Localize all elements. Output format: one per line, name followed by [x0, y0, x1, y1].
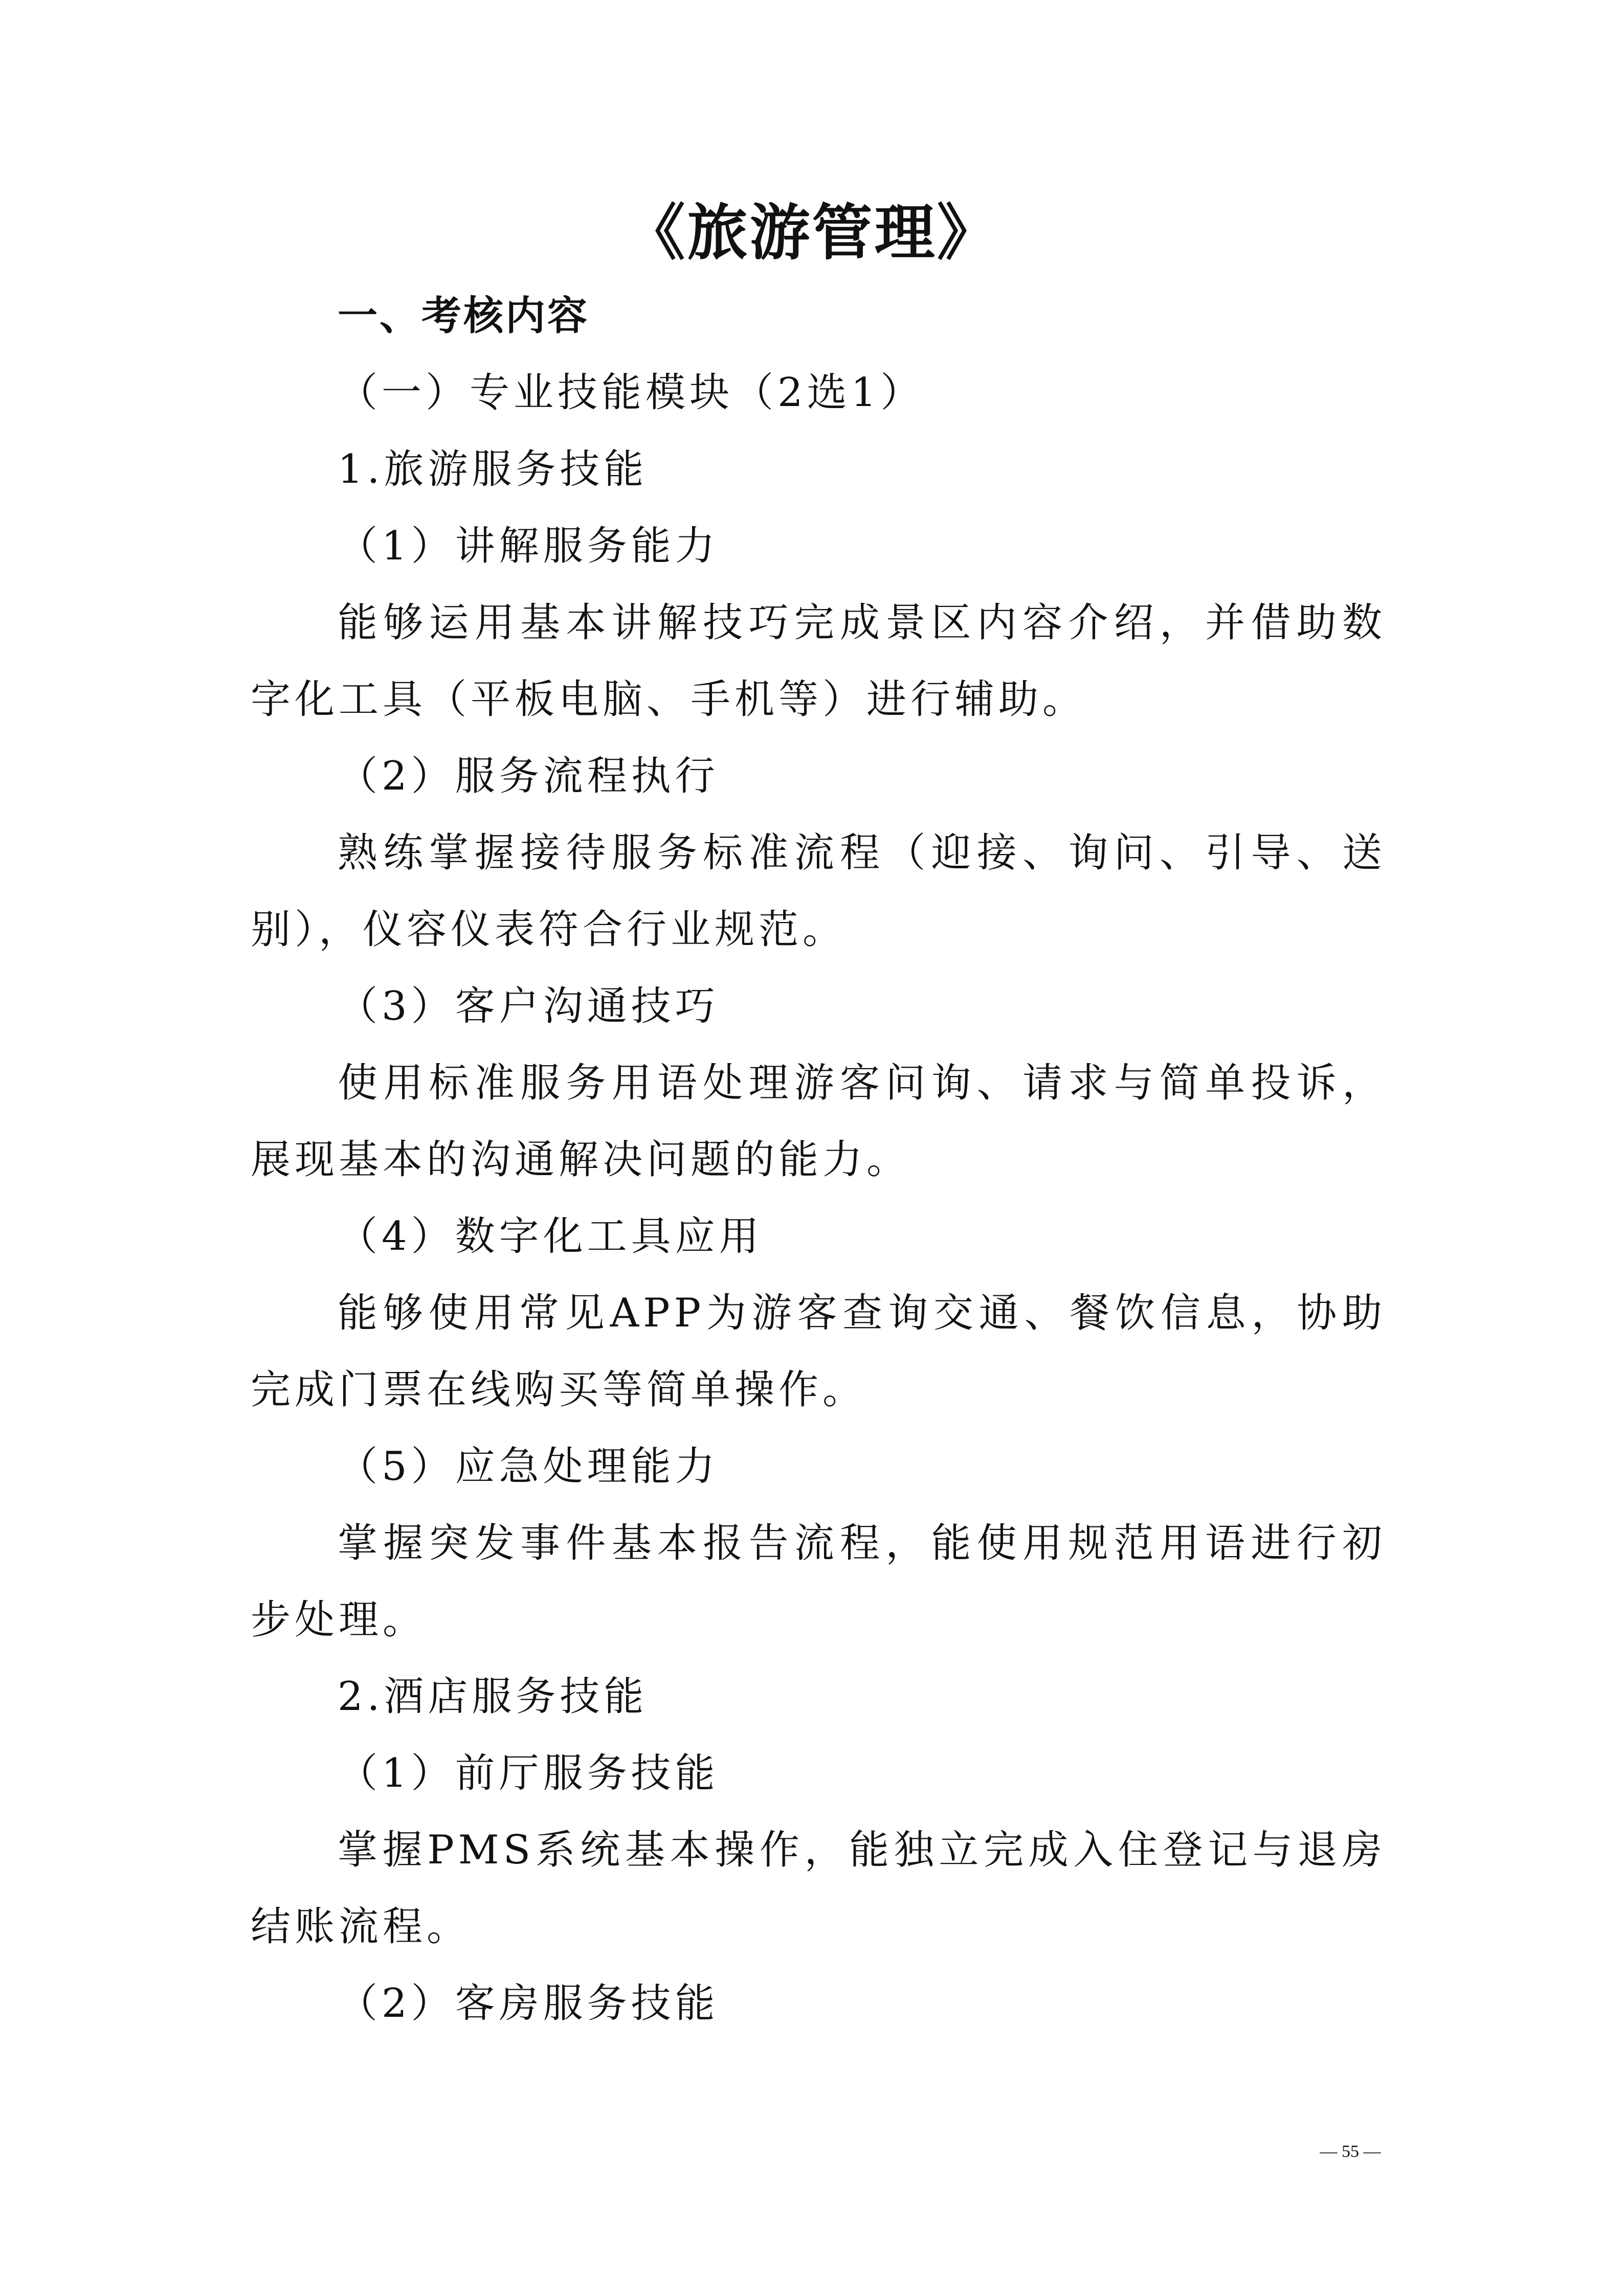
paragraph-line: 展现基本的沟通解决问题的能力。 — [251, 1137, 911, 1183]
subitem-heading: （4）数字化工具应用 — [338, 1213, 763, 1259]
subitem-heading: （2）服务流程执行 — [338, 753, 719, 799]
page-number: — 55 — — [1320, 2142, 1381, 2161]
subitem-heading: （1）前厅服务技能 — [338, 1750, 719, 1796]
paragraph-line: 使用标准服务用语处理游客问询、请求与简单投诉， — [338, 1060, 1386, 1106]
paragraph-line: 字化工具（平板电脑、手机等）进行辅助。 — [251, 677, 1087, 723]
paragraph-line: 别），仪容仪表符合行业规范。 — [251, 907, 847, 953]
page-title: 《旅游管理》 — [625, 197, 999, 268]
subitem-heading: （2）客房服务技能 — [338, 1980, 719, 2027]
subitem-heading: （1）讲解服务能力 — [338, 523, 719, 569]
paragraph-line: 掌握PMS系统基本操作，能独立完成入住登记与退房 — [338, 1827, 1386, 1873]
paragraph-line: 结账流程。 — [251, 1904, 471, 1950]
item-heading: 2.酒店服务技能 — [338, 1674, 648, 1720]
paragraph-line: 步处理。 — [251, 1597, 427, 1643]
subsection-heading: （一）专业技能模块（2选1） — [338, 370, 925, 416]
paragraph-line: 完成门票在线购买等简单操作。 — [251, 1367, 867, 1413]
subitem-heading: （5）应急处理能力 — [338, 1444, 719, 1490]
paragraph-line: 能够运用基本讲解技巧完成景区内容介绍，并借助数 — [338, 600, 1386, 646]
paragraph-line: 能够使用常见APP为游客查询交通、餐饮信息，协助 — [338, 1290, 1386, 1336]
section-heading: 一、考核内容 — [338, 293, 590, 339]
paragraph-line: 熟练掌握接待服务标准流程（迎接、询问、引导、送 — [338, 830, 1386, 876]
paragraph-line: 掌握突发事件基本报告流程，能使用规范用语进行初 — [338, 1520, 1386, 1566]
subitem-heading: （3）客户沟通技巧 — [338, 983, 719, 1029]
item-heading: 1.旅游服务技能 — [338, 446, 648, 492]
